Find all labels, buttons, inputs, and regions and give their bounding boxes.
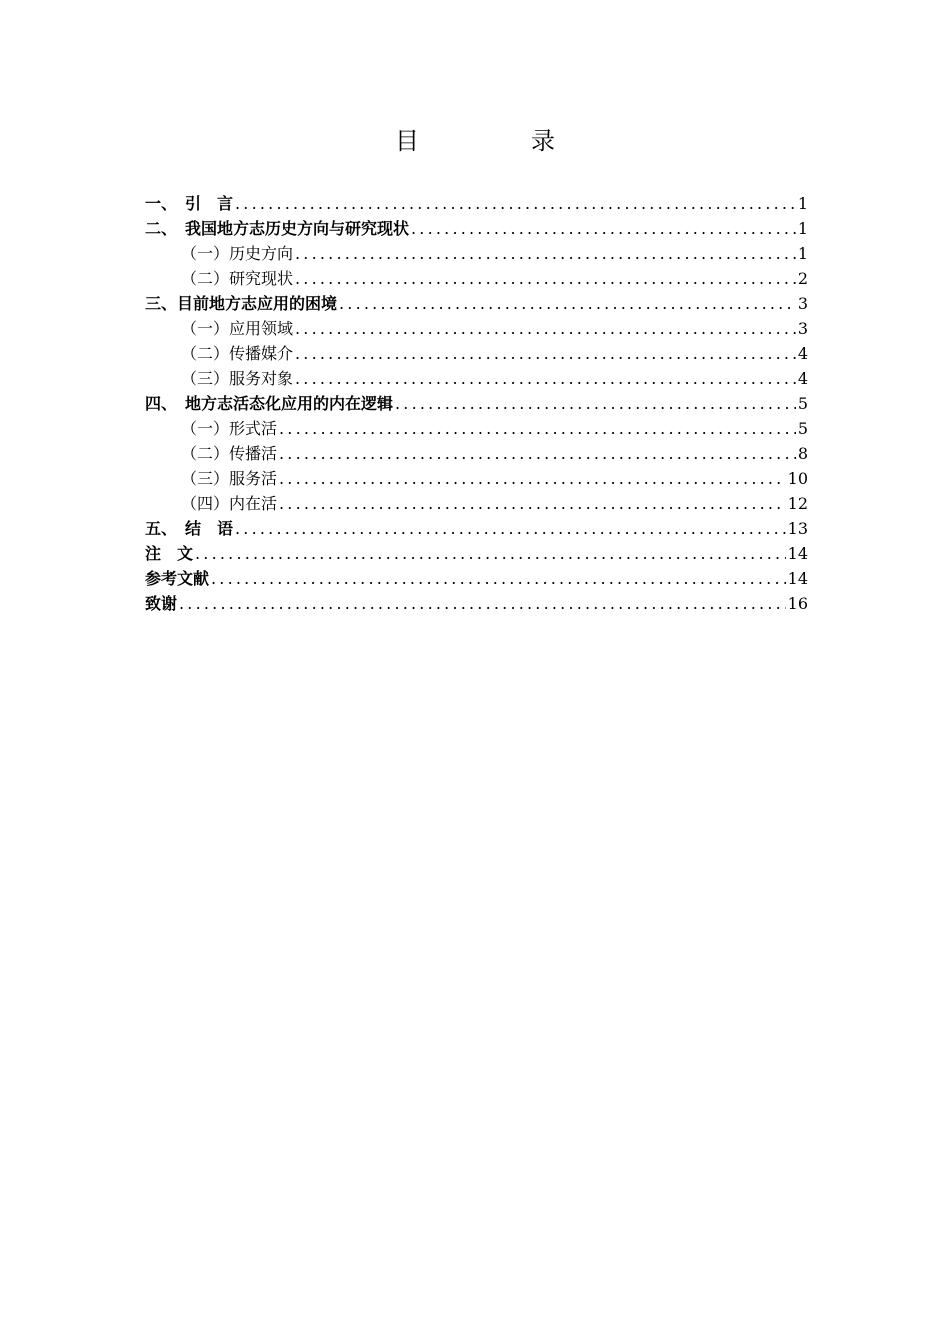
toc-subentry[interactable] — [145, 366, 808, 391]
toc-dot-leader — [295, 341, 796, 366]
toc-entry[interactable] — [145, 191, 808, 216]
toc-entry[interactable] — [145, 216, 808, 241]
toc-entry-label: 五、 结 语 — [145, 519, 234, 538]
toc-dot-leader — [295, 266, 796, 291]
toc-subentry[interactable] — [145, 341, 808, 366]
toc-entry-label: 二、 我国地方志历史方向与研究现状 — [145, 219, 410, 238]
toc-dot-leader — [295, 316, 796, 341]
toc-dot-leader — [235, 516, 786, 541]
toc-page-number: 12 — [787, 494, 808, 513]
toc-dot-leader — [411, 216, 796, 241]
toc-entry[interactable] — [145, 391, 808, 416]
toc-entry-label: （三）服务活 — [181, 469, 278, 488]
toc-subentry[interactable] — [145, 416, 808, 441]
toc-page-number: 3 — [797, 319, 808, 338]
toc-entry[interactable] — [145, 516, 808, 541]
toc-entry[interactable] — [145, 566, 808, 591]
toc-page-number: 5 — [797, 394, 808, 413]
toc-entry-label: 致谢 — [145, 594, 178, 613]
toc-page-number: 14 — [787, 544, 808, 563]
toc-dot-leader — [339, 291, 796, 316]
toc-entry-label: （一）应用领域 — [181, 319, 294, 338]
toc-entry-label: 四、 地方志活态化应用的内在逻辑 — [145, 394, 394, 413]
toc-entry-label: （四）内在活 — [181, 494, 278, 513]
toc-subentry[interactable] — [145, 466, 808, 491]
toc-page-number: 4 — [797, 369, 808, 388]
toc-dot-leader — [395, 391, 796, 416]
toc-page-number: 3 — [797, 294, 808, 313]
toc-dot-leader — [295, 366, 796, 391]
toc-entry-label: （二）传播活 — [181, 444, 278, 463]
toc-dot-leader — [279, 416, 796, 441]
toc-page-number: 10 — [787, 469, 808, 488]
toc-dot-leader — [211, 566, 786, 591]
toc-page-number: 8 — [797, 444, 808, 463]
toc-page-number: 1 — [797, 194, 808, 213]
toc-entry[interactable] — [145, 541, 808, 566]
toc-dot-leader — [295, 241, 796, 266]
toc-page-number: 16 — [787, 594, 808, 613]
toc-dot-leader — [179, 591, 786, 616]
toc-list — [145, 191, 808, 616]
toc-entry-label: 三、目前地方志应用的困境 — [145, 294, 338, 313]
toc-page-number: 1 — [797, 244, 808, 263]
toc-entry-label: （一）历史方向 — [181, 244, 294, 263]
toc-entry[interactable] — [145, 291, 808, 316]
toc-page-number: 13 — [787, 519, 808, 538]
toc-entry[interactable] — [145, 591, 808, 616]
toc-page-number: 2 — [797, 269, 808, 288]
toc-entry-label: （三）服务对象 — [181, 369, 294, 388]
toc-dot-leader — [279, 441, 796, 466]
toc-dot-leader — [279, 466, 786, 491]
toc-entry-label: （一）形式活 — [181, 419, 278, 438]
toc-subentry[interactable] — [145, 441, 808, 466]
toc-subentry[interactable] — [145, 491, 808, 516]
toc-page-number: 14 — [787, 569, 808, 588]
toc-subentry[interactable] — [145, 241, 808, 266]
toc-entry-label: 注 文 — [145, 544, 194, 563]
toc-dot-leader — [235, 191, 796, 216]
toc-entry-label: 参考文献 — [145, 569, 210, 588]
toc-entry-label: （二）研究现状 — [181, 269, 294, 288]
toc-dot-leader — [195, 541, 786, 566]
toc-page-number: 4 — [797, 344, 808, 363]
toc-entry-label: （二）传播媒介 — [181, 344, 294, 363]
toc-page-number: 1 — [797, 219, 808, 238]
toc-subentry[interactable] — [145, 266, 808, 291]
toc-title: 目 录 — [395, 127, 599, 155]
toc-dot-leader — [279, 491, 786, 516]
toc-page-number: 5 — [797, 419, 808, 438]
toc-subentry[interactable] — [145, 316, 808, 341]
toc-entry-label: 一、 引 言 — [145, 194, 234, 213]
